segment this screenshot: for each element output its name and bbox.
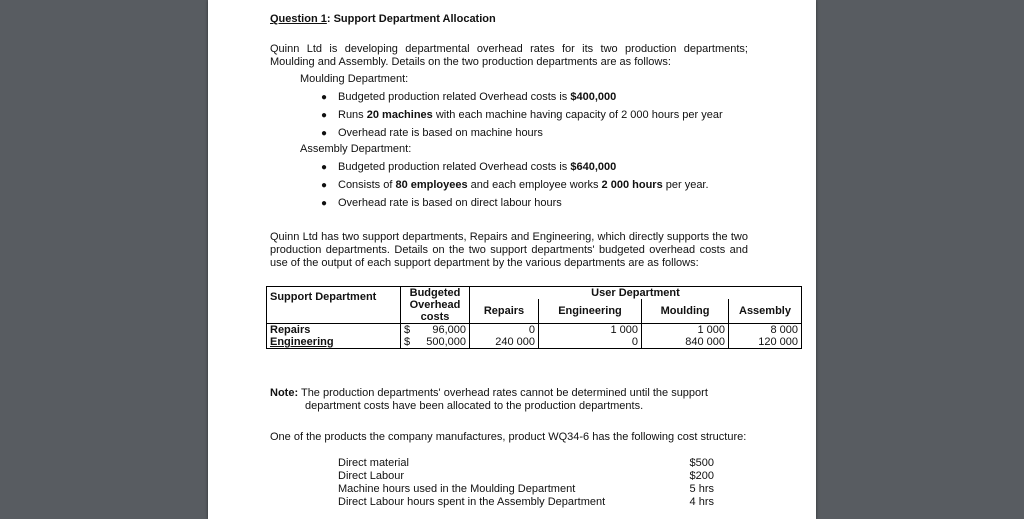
row-assembly: 120 000: [729, 336, 802, 349]
cost-item-label: Direct material: [338, 457, 409, 469]
moulding-heading: Moulding Department:: [300, 73, 409, 85]
product-paragraph: One of the products the company manufactures, product WQ34-6 has the following cost structure:: [270, 431, 747, 443]
moulding-bullet-3: ● Overhead rate is based on machine hours: [321, 127, 543, 139]
row-assembly: 8 000: [729, 324, 802, 337]
cost-item-value: $500: [689, 457, 714, 469]
assembly-heading: Assembly Department:: [300, 143, 412, 155]
header-assembly: Assembly: [729, 299, 802, 324]
bullet-icon: ●: [321, 162, 328, 173]
moulding-bullet-2: ● Runs 20 machines with each machine having capacity of 2 000 hours per year: [321, 109, 723, 121]
bullet-icon: ●: [321, 180, 328, 191]
support-department-table: [266, 286, 802, 349]
bullet-icon: ●: [321, 92, 328, 103]
row-moulding: 1 000: [642, 324, 729, 337]
cost-item-value: $200: [689, 470, 714, 482]
row-engineering: 0: [539, 336, 642, 349]
row-budget: $ 96,000: [401, 324, 470, 337]
note-line-1: Note: The production departments' overhead rates cannot be determined until the support: [270, 387, 708, 399]
row-repairs: 240 000: [470, 336, 539, 349]
bullet-icon: ●: [321, 110, 328, 121]
row-name: Engineering: [267, 336, 401, 349]
moulding-bullet-1: ● Budgeted production related Overhead costs is $400,000: [321, 91, 617, 103]
note-label: Note:: [270, 387, 299, 399]
assembly-bullet-3: ● Overhead rate is based on direct labour hours: [321, 197, 562, 209]
bullet-icon: ●: [321, 128, 328, 139]
row-moulding: 840 000: [642, 336, 729, 349]
header-repairs: Repairs: [470, 299, 539, 324]
assembly-bullet-2: ● Consists of 80 employees and each employee works 2 000 hours per year.: [321, 179, 709, 191]
cost-item-label: Machine hours used in the Moulding Department: [338, 483, 576, 495]
document-page: [208, 0, 816, 519]
question-title: [270, 13, 496, 26]
table-row: [267, 336, 802, 349]
header-budgeted-overhead: Budgeted Overhead costs: [401, 287, 470, 324]
header-engineering: Engineering: [539, 299, 642, 324]
row-name: Repairs: [267, 324, 401, 337]
cost-item-value: 5 hrs: [689, 483, 714, 495]
cost-item-label: Direct Labour hours spent in the Assembly Department: [338, 496, 606, 508]
support-intro-paragraph: Quinn Ltd has two support departments, Repairs and Engineering, which directly supports the two production departments. Details on the two support departments' budgeted overhead costs and use of the output of each support department by the various departments are as follows:: [270, 231, 748, 269]
table-row: [267, 324, 802, 337]
row-budget: $ 500,000: [401, 336, 470, 349]
cost-item-value: 4 hrs: [689, 496, 714, 508]
header-support-department: Support Department: [267, 287, 401, 324]
bullet-icon: ●: [321, 198, 328, 209]
header-moulding: Moulding: [642, 299, 729, 324]
row-engineering: 1 000: [539, 324, 642, 337]
row-repairs: 0: [470, 324, 539, 337]
header-user-department: User Department: [470, 287, 802, 300]
cost-item-label: Direct Labour: [338, 470, 405, 482]
question-title-rest: : Support Department Allocation: [326, 13, 496, 25]
assembly-bullet-1: ● Budgeted production related Overhead costs is $640,000: [321, 161, 617, 173]
question-title-label: Question 1: [270, 13, 327, 25]
intro-paragraph: Quinn Ltd is developing departmental overhead rates for its two production departments; Moulding and Assembly. Details on the two production departments are as follows:: [270, 43, 748, 68]
note-line-2: department costs have been allocated to the production departments.: [305, 400, 644, 412]
